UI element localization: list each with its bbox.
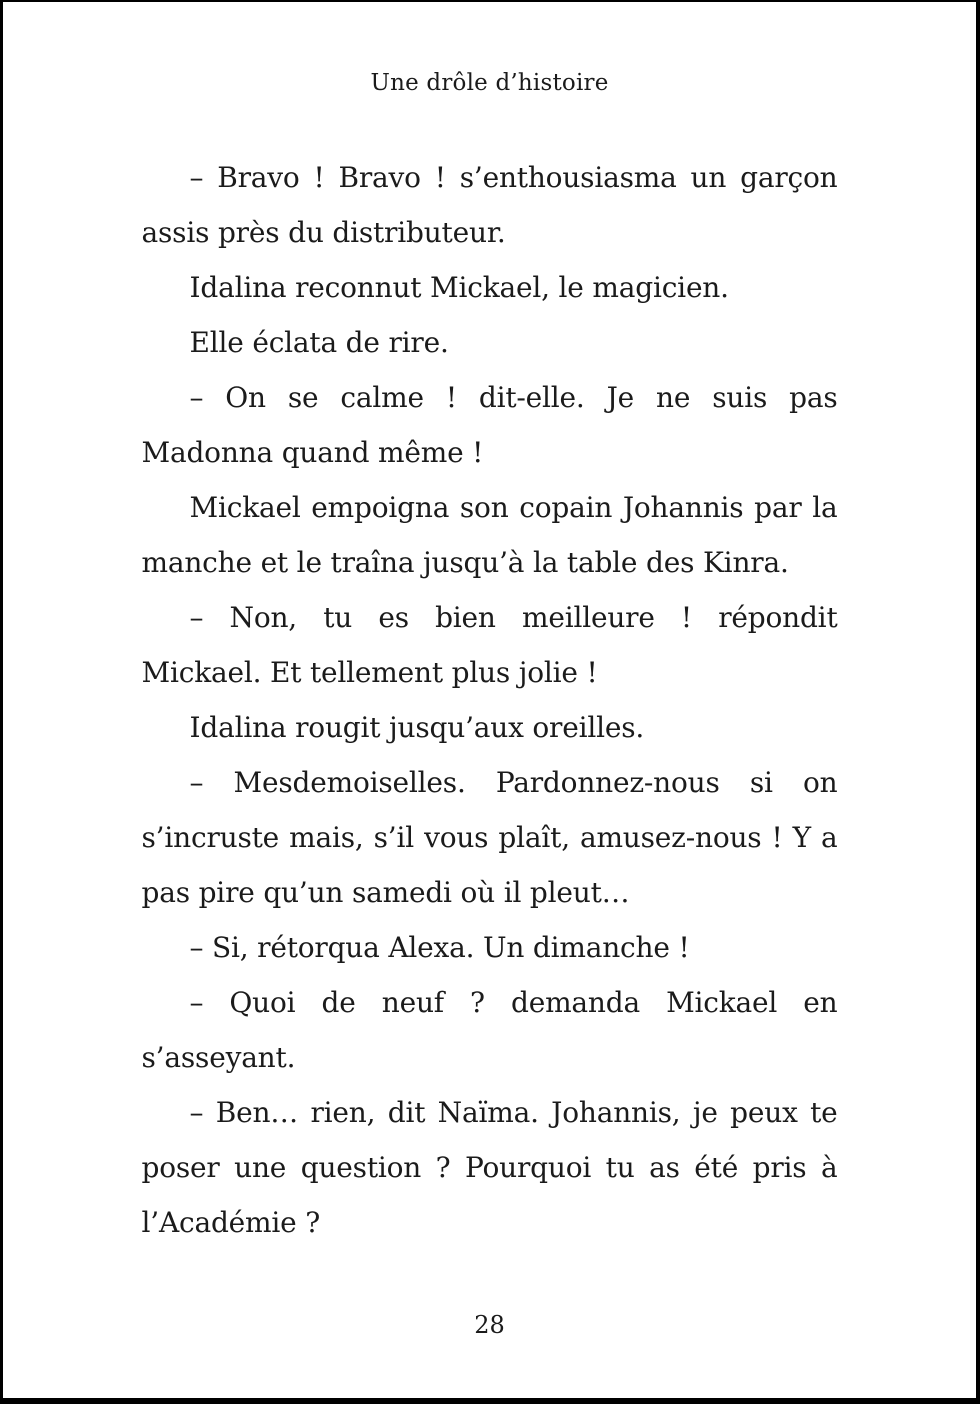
paragraph: – Mesdemoiselles. Pardonnez-nous si on s’incruste mais, s’il vous plaît, amusez-nous ! Y a pas pire qu’un samedi où il pleut… bbox=[141, 766, 838, 909]
paragraph: – Si, rétorqua Alexa. Un dimanche ! bbox=[189, 931, 690, 964]
paragraph: Elle éclata de rire. bbox=[189, 326, 449, 359]
page-number: 28 bbox=[474, 1311, 505, 1339]
running-title: Une drôle d’histoire bbox=[370, 70, 609, 96]
paragraph: – Non, tu es bien meilleure ! répondit Mickael. Et tellement plus jolie ! bbox=[141, 601, 838, 689]
paragraph: – Ben… rien, dit Naïma. Johannis, je peux te poser une question ? Pourquoi tu as été pris à l’Académie ? bbox=[141, 1096, 838, 1239]
paragraph: Mickael empoigna son copain Johannis par la manche et le traîna jusqu’à la table des Kinra. bbox=[141, 491, 838, 579]
paragraph: – Bravo ! Bravo ! s’enthousiasma un garçon assis près du distributeur. bbox=[141, 161, 838, 249]
paragraph: – Quoi de neuf ? demanda Mickael en s’asseyant. bbox=[141, 986, 838, 1074]
page-body bbox=[142, 150, 838, 1250]
paragraph: – On se calme ! dit-elle. Je ne suis pas Madonna quand même ! bbox=[141, 381, 838, 469]
paragraph: Idalina reconnut Mickael, le magicien. bbox=[189, 271, 729, 304]
paragraph: Idalina rougit jusqu’aux oreilles. bbox=[189, 711, 645, 744]
